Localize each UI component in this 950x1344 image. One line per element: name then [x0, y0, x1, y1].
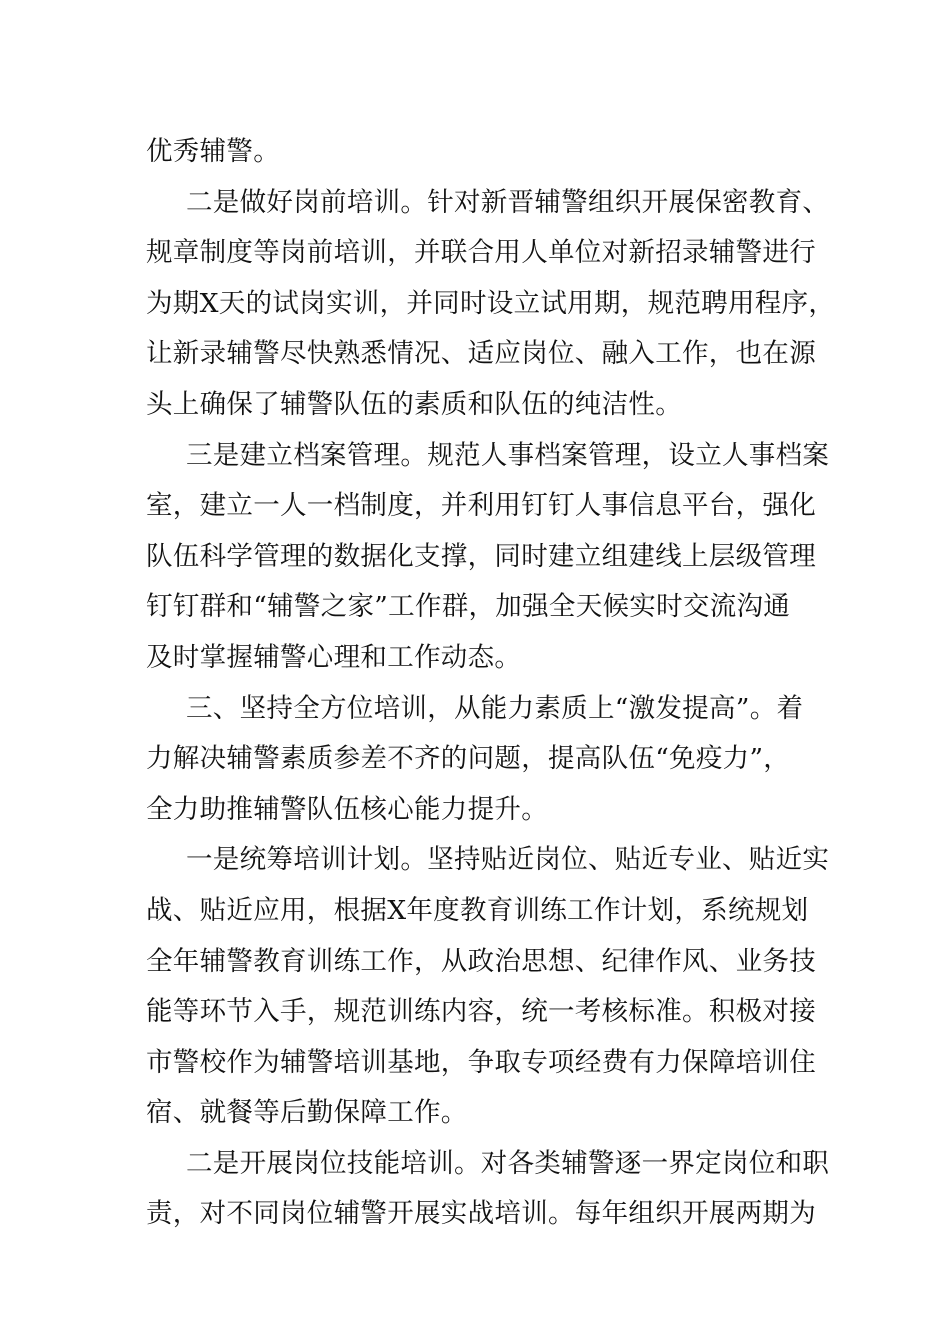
text-line: 规章制度等岗前培训，并联合用人单位对新招录辅警进行: [146, 237, 816, 269]
text-line: 全年辅警教育训练工作，从政治思想、纪律作风、业务技: [146, 945, 816, 977]
paragraph-first-line: 二是做好岗前培训。针对新晋辅警组织开展保密教育、: [186, 186, 830, 218]
text-line: 宿、就餐等后勤保障工作。: [146, 1097, 468, 1129]
text-line: 为期X天的试岗实训，并同时设立试用期，规范聘用程序，: [146, 287, 836, 319]
paragraph-first-line: 一是统筹培训计划。坚持贴近岗位、贴近专业、贴近实: [186, 844, 830, 876]
text-line: 责，对不同岗位辅警开展实战培训。每年组织开展两期为: [146, 1198, 816, 1230]
text-line: 市警校作为辅警培训基地，争取专项经费有力保障培训住: [146, 1046, 816, 1078]
body-text: [146, 127, 836, 1240]
text-line: 能等环节入手，规范训练内容，统一考核标准。积极对接: [146, 996, 816, 1028]
text-line: 室，建立一人一档制度，并利用钉钉人事信息平台，强化: [146, 490, 816, 522]
paragraph-first-line: 二是开展岗位技能培训。对各类辅警逐一界定岗位和职: [186, 1147, 830, 1179]
text-line: 及时掌握辅警心理和工作动态。: [146, 641, 522, 673]
text-line: 全力助推辅警队伍核心能力提升。: [146, 793, 548, 825]
text-line: 优秀辅警。: [146, 136, 280, 167]
text-line: 让新录辅警尽快熟悉情况、适应岗位、融入工作，也在源: [146, 338, 816, 370]
section-heading-line: 三、坚持全方位培训，从能力素质上“激发提高”。着: [186, 692, 804, 724]
text-line: 战、贴近应用，根据X年度教育训练工作计划，系统规划: [146, 894, 809, 926]
text-line: 力解决辅警素质参差不齐的问题，提高队伍“免疫力”，: [146, 743, 791, 775]
text-line: 头上确保了辅警队伍的素质和队伍的纯洁性。: [146, 388, 682, 420]
text-line: 钉钉群和“辅警之家”工作群，加强全天候实时交流沟通: [146, 591, 791, 623]
paragraph-first-line: 三是建立档案管理。规范人事档案管理，设立人事档案: [186, 439, 830, 471]
text-line: 队伍科学管理的数据化支撑，同时建立组建线上层级管理: [146, 540, 816, 572]
